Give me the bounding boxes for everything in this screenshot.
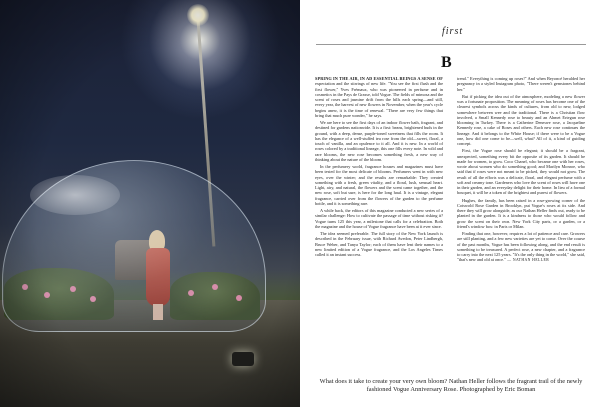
author-signature: — NATHAN HELLER: [505, 258, 550, 263]
article-column-left: [315, 76, 443, 259]
article-column-right: [457, 76, 585, 266]
article-text: A while back, the editors of this magazine conducted a new series of a similar challenge: How to cultivate the passage of time without risking it? Vogue turns 125 this year, a milestone that calls for a celebration. Both the magazine and the house of Vogue fragrance have been at it ever since.: [315, 208, 443, 229]
article-paragraph: [457, 94, 585, 147]
article-paragraph: [315, 76, 443, 118]
article-text: But if picking the idea out of the atmosphere, modeling a new flower was a fortunate proposition. The meaning of roses has become one of the clearest symbols across the kinds of cultures, from old to new, lodged somewhere between wee and the traditional. There is a Christian flow involved, a Small Kennedy rose to beauty and an Ahmet Ertegun rose blooming in Turkey. There is a Catherine Deneuve rose, a Jacqueline Kennedy rose, a cake of Roses and others. Each new rose continues the lineage. And it belongs to the White House; if there were to be a Vogue one, how did one come to be—well, what? All of it, a kind of guiding concept.: [457, 93, 585, 146]
article-paragraph: [457, 76, 585, 92]
photo-caption: What does it take to create your very own bloom? Nathan Heller follows the fragrant trail of the newly fashioned Vogue Anniversary Rose. Photographed by Eric Boman: [319, 378, 583, 393]
article-paragraph: [315, 208, 443, 229]
article-text: In the perfumery world, fragrance houses and magazines must have been tested for the most delicate of blooms. Perfumers went in with new eyes, over the winter; and the results are remarkable: They created something with a fresh, green vitality, and a floral, lush, sensual heart. Light, airy, and natural, the flowers and the scent came together, and the new rose, soft but sure, is here for the long haul. It is a vintage, elegant fragrance, carried over from the flowers of the garden to the perfume bottle, and it is something rare.: [315, 164, 443, 206]
article-text: The idea seemed preferable. The full story of the New York launch is described in the February issue, with Richard Avedon, Peter Lindbergh, Bruce Weber, and Tanya Taylor; each of them have lent their names to a new limited edition of a Vogue fragrance, and the Los Angeles Times called it an instant success.: [315, 231, 443, 257]
header-rule: [316, 44, 586, 45]
article-paragraph: [315, 120, 443, 162]
article-lead-in: SPRING IN THE AIR, IN AD ESSENTIAL BEINGS A SENSE OF: [315, 76, 443, 81]
article-text: First, the Vogue rose should be elegant; it should be a fragrant, unexpected, something every bit the opposite of its garden. It should be made for women, to grow. Coco Chanel, who became one with her roses, wrote about women who do something good; and Marilyn Monroe, who said that if roses were not meant to be picked, they would not grow. The result of all the efforts was a delicate, floral, and elegant perfume with a soft and creamy tone. Gardeners who love the scent of roses will have one in their garden, and an everyday delight for their home. In lieu of a formal bouquet, it will be a token of the brightest and purest of flowers.: [457, 148, 585, 196]
article-paragraph: [457, 231, 585, 264]
article-text: Finding that one, however, requires a lot of patience and care. Growers are still planting, and a few new varieties are yet to come. Over the course of the past months, Vogue has been following along, and the end result is something to be treasured. A perfect rose, a new chapter, and a fragrance to carry into the next 125 years. "It's the only thing in the world," she said, "that's new and old at once.": [457, 231, 585, 263]
article-paragraph: [457, 148, 585, 195]
article-paragraph: [315, 231, 443, 257]
article-text: Hughes, the family, has been raised in a rose-growing corner of the Cotswold Rose Garden in Brooklyn, put Vogue's roses at its side. And there they will grow alongside, as our Nathan Heller finds out, ready to be planted in the garden. It is a kindness to those who would follow and grow the scent on their own. New York City parts, or a garden, or a friend's window box: in Paris or Milan.: [457, 197, 585, 229]
article-paragraph: [315, 164, 443, 206]
article-text: trend." Everything is coming up roses!" And when Beyoncé heralded her pregnancy in a styled Instagram photo, "There weren't gemstones behind her.": [457, 76, 585, 92]
section-dropcap: B: [441, 54, 452, 71]
section-label: first: [442, 26, 464, 37]
article-text: expectation and the stirrings of new life. "You see the first flush and the first flower," Yves Frémaux, who was pioneered in perfume and in cosmetics in the Pays de Grasse, told Vogue. The fields of mimosa and the scent of roses and jasmine drift from the hills each spring—and still, every year, the harvest of new flowers in November, when the year's cycle begins anew, it is the time of renewal. "There are very few things that bring that much pure wonder," he says.: [315, 81, 443, 118]
article-paragraph: [457, 198, 585, 230]
article-text: We are here to see the first days of an indoor flower bath, fragrant, and destined for gardens nationwide. It is a first: beans, brightened buds in the ground, with a deep, dense, purple-toned sweetness that fills the room. It has the elegance of a well-stuffed tea rose from the old—sweet, floral, a touch of vanilla, and an opulence to it all. And it is new. In a world of roses colored by a traditional lineage, this one fills every note. In wild and rare blooms, the new rose becomes something fresh, a new way of thinking about the nature of the bloom.: [315, 120, 443, 162]
